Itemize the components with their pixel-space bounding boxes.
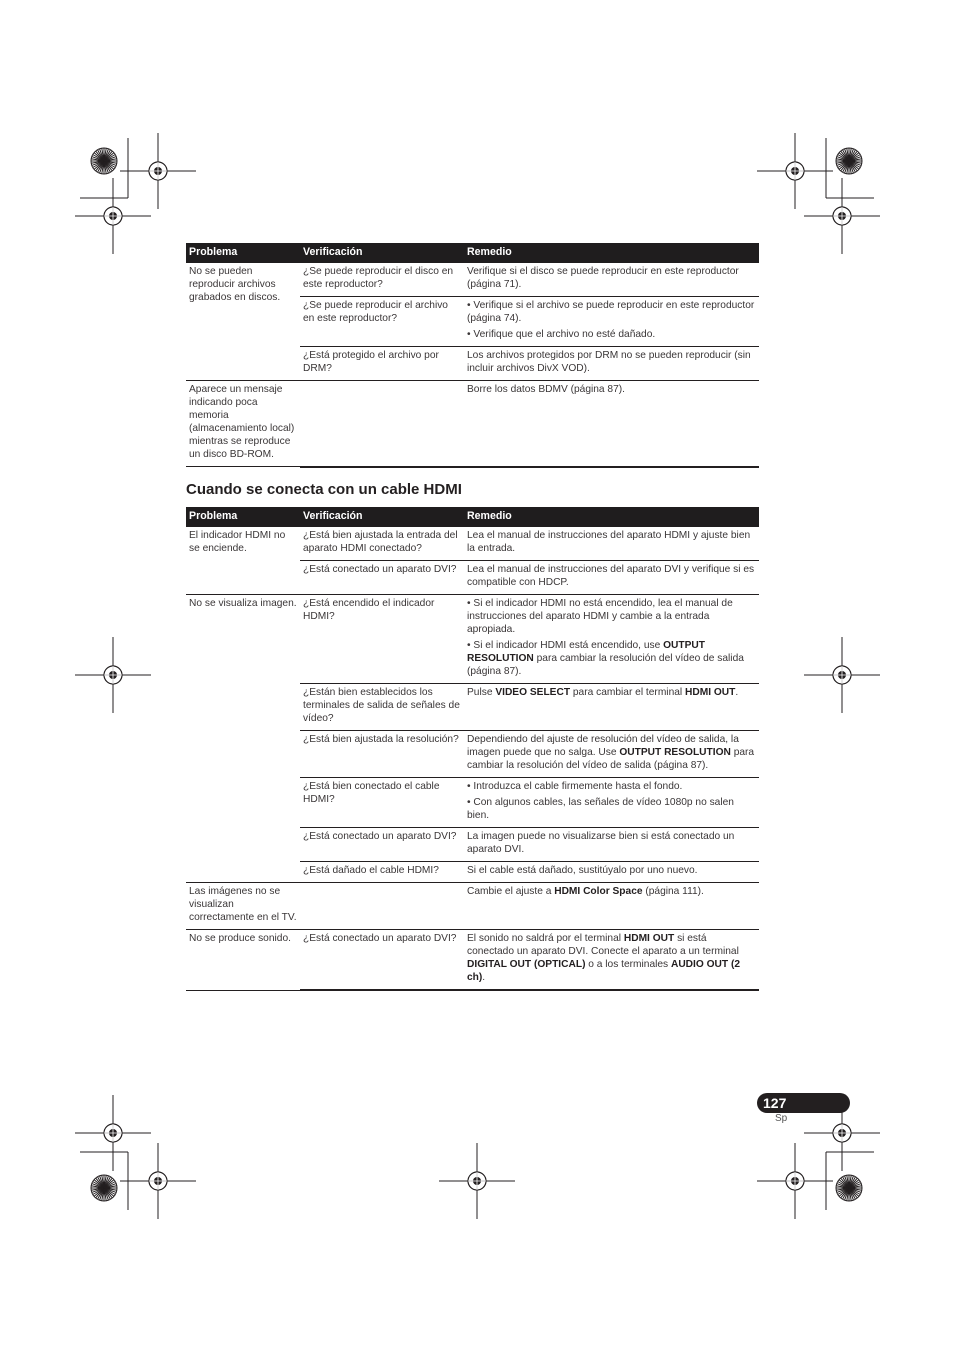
remedy-line: • Con algunos cables, las señales de vídeo 1080p no salen bien. <box>467 797 734 821</box>
remedy-cell <box>464 381 759 467</box>
check-cell: ¿Está protegido el archivo por DRM? <box>300 347 464 381</box>
problem-cell: Aparece un mensaje indicando poca memoria (almacenamiento local) mientras se reproduce un disco BD-ROM. <box>186 381 300 467</box>
problem-cell: Las imágenes no se visualizan correctamente en el TV. <box>186 883 300 930</box>
radial-target-icon <box>836 1175 862 1201</box>
table-header-row <box>186 507 759 527</box>
remedy-cell <box>464 561 759 595</box>
registration-crosshair-icon <box>804 178 880 254</box>
problem-cell: El indicador HDMI no se enciende. <box>186 527 300 595</box>
check-cell: ¿Se puede reproducir el disco en este reproductor? <box>300 263 464 297</box>
remedy-line: Si el cable está dañado, sustitúyalo por uno nuevo. <box>467 865 698 876</box>
column-header: Problema <box>186 507 300 527</box>
remedy-line: El sonido no saldrá por el terminal HDMI OUT si está conectado un aparato DVI. Conecte el aparato a un terminal DIGITAL OUT (OPTICAL) o a los terminales AUDIO OUT (2 ch). <box>467 933 741 983</box>
section-title: Cuando se conecta con un cable HDMI <box>186 481 462 498</box>
registration-crosshair-icon <box>75 1095 151 1171</box>
remedy-cell <box>464 862 759 883</box>
table-row <box>186 263 759 297</box>
remedy-line: La imagen puede no visualizarse bien si está conectado un aparato DVI. <box>467 831 735 855</box>
page-number-badge <box>757 1093 850 1113</box>
table-row <box>186 883 759 930</box>
table-row <box>186 595 759 684</box>
registration-crosshair-icon <box>75 178 151 254</box>
troubleshooting-table-hdmi <box>186 507 759 991</box>
remedy-line: Los archivos protegidos por DRM no se pueden reproducir (sin incluir archivos DivX VOD). <box>467 350 751 374</box>
registration-crosshair-icon <box>120 133 196 209</box>
check-cell: ¿Está encendido el indicador HDMI? <box>300 595 464 684</box>
remedy-line: • Introduzca el cable firmemente hasta el fondo. <box>467 781 683 792</box>
remedy-line: Pulse VIDEO SELECT para cambiar el terminal HDMI OUT. <box>467 687 739 698</box>
check-cell: ¿Está dañado el cable HDMI? <box>300 862 464 883</box>
registration-crosshair-icon <box>120 1143 196 1219</box>
remedy-line: • Verifique que el archivo no esté dañado. <box>467 329 656 340</box>
radial-target-icon <box>836 148 862 174</box>
remedy-cell <box>464 828 759 862</box>
radial-target-icon <box>91 148 117 174</box>
troubleshooting-table-files <box>186 243 759 468</box>
remedy-line: • Verifique si el archivo se puede reproducir en este reproductor (página 74). <box>467 300 755 324</box>
table-row <box>186 381 759 467</box>
remedy-line: Verifique si el disco se puede reproducir en este reproductor (página 71). <box>467 266 739 290</box>
remedy-line: • Si el indicador HDMI no está encendido, lea el manual de instrucciones del aparato HDMI y cambie a la entrada apropiada. <box>467 598 733 635</box>
problem-cell: No se visualiza imagen. <box>186 595 300 883</box>
registration-crosshair-icon <box>757 1143 833 1219</box>
problem-cell: No se produce sonido. <box>186 930 300 991</box>
remedy-line: Lea el manual de instrucciones del aparato DVI y verifique si es compatible con HDCP. <box>467 564 755 588</box>
check-cell <box>300 381 464 467</box>
table-row <box>186 527 759 561</box>
remedy-line: Dependiendo del ajuste de resolución del vídeo de salida, la imagen puede que no salga. Use OUTPUT RESOLUTION para cambiar la resolución del vídeo de salida (página 87). <box>467 734 755 771</box>
remedy-cell <box>464 297 759 347</box>
remedy-cell <box>464 778 759 828</box>
registration-crosshair-icon <box>757 133 833 209</box>
check-cell: ¿Está bien ajustada la resolución? <box>300 731 464 778</box>
registration-crosshair-icon <box>439 1143 515 1219</box>
remedy-cell <box>464 527 759 561</box>
check-cell: ¿Se puede reproducir el archivo en este reproductor? <box>300 297 464 347</box>
remedy-line: • Si el indicador HDMI está encendido, use OUTPUT RESOLUTION para cambiar la resolución del vídeo de salida (página 87). <box>467 640 744 677</box>
column-header: Verificación <box>300 507 464 527</box>
remedy-cell <box>464 731 759 778</box>
remedy-cell <box>464 595 759 684</box>
remedy-cell <box>464 347 759 381</box>
remedy-cell <box>464 883 759 930</box>
check-cell: ¿Está bien ajustada la entrada del aparato HDMI conectado? <box>300 527 464 561</box>
check-cell <box>300 883 464 930</box>
problem-cell: No se pueden reproducir archivos grabados en discos. <box>186 263 300 381</box>
check-cell: ¿Están bien establecidos los terminales de salida de señales de vídeo? <box>300 684 464 731</box>
registration-crosshair-icon <box>804 637 880 713</box>
column-header: Problema <box>186 243 300 263</box>
check-cell: ¿Está conectado un aparato DVI? <box>300 930 464 991</box>
check-cell: ¿Está conectado un aparato DVI? <box>300 561 464 595</box>
table-header-row <box>186 243 759 263</box>
column-header: Remedio <box>464 507 759 527</box>
registration-crosshair-icon <box>75 637 151 713</box>
remedy-line: Borre los datos BDMV (página 87). <box>467 384 625 395</box>
check-cell: ¿Está conectado un aparato DVI? <box>300 828 464 862</box>
remedy-cell <box>464 684 759 731</box>
page-language-code: Sp <box>775 1113 788 1124</box>
remedy-line: Lea el manual de instrucciones del aparato HDMI y ajuste bien la entrada. <box>467 530 751 554</box>
page-number: 127 <box>763 1095 787 1111</box>
remedy-cell <box>464 263 759 297</box>
check-cell: ¿Está bien conectado el cable HDMI? <box>300 778 464 828</box>
remedy-line: Cambie el ajuste a HDMI Color Space (página 111). <box>467 886 704 897</box>
table-row <box>186 930 759 991</box>
column-header: Verificación <box>300 243 464 263</box>
column-header: Remedio <box>464 243 759 263</box>
radial-target-icon <box>91 1175 117 1201</box>
remedy-cell <box>464 930 759 991</box>
